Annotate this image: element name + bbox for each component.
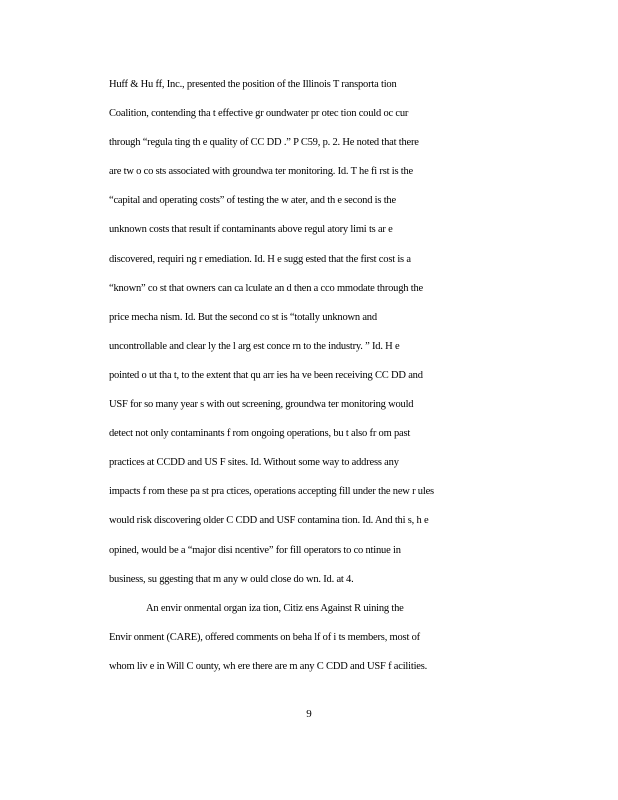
text-line: Huff & Hu ff, Inc., presented the position of the Illinois T ransporta tion — [109, 79, 397, 90]
text-line: Coalition, contending tha t effective gr oundwater pr otec tion could oc cur — [109, 108, 409, 120]
text-line: uncontrollable and clear ly the l arg est conce rn to the industry. ” Id. H e — [109, 340, 400, 352]
text-line: would risk discovering older C CDD and USF contamina tion. Id. And thi s, h e — [109, 515, 429, 527]
text-line: business, su ggesting that m any w ould close do wn. Id. at 4. — [109, 573, 354, 585]
text-line: “capital and operating costs” of testing the w ater, and th e second is the — [109, 195, 396, 207]
text-line: “known” co st that owners can ca lculate an d then a cco mmodate through the — [109, 282, 423, 294]
page-number: 9 — [306, 708, 312, 720]
text-line: Envir onment (CARE), offered comments on beha lf of i ts members, most of — [109, 631, 420, 643]
text-line: impacts f rom these pa st pra ctices, operations accepting fill under the new r ules — [109, 486, 434, 498]
text-line: An envir onmental organ iza tion, Citiz ens Against R uining the — [146, 602, 404, 614]
text-line: pointed o ut tha t, to the extent that qu arr ies ha ve been receiving CC DD and — [109, 369, 423, 381]
text-line: unknown costs that result if contaminants above regul atory limi ts ar e — [109, 224, 393, 236]
text-line: opined, would be a “major disi ncentive” for fill operators to co ntinue in — [109, 544, 401, 556]
text-line: practices at CCDD and US F sites. Id. Without some way to address any — [109, 457, 399, 469]
text-line: detect not only contaminants f rom ongoing operations, bu t also fr om past — [109, 428, 411, 440]
text-line: through “regula ting th e quality of CC DD .” P C59, p. 2. He noted that there — [109, 137, 419, 149]
text-line: discovered, requiri ng r emediation. Id. H e sugg ested that the first cost is a — [109, 253, 411, 265]
text-line: are tw o co sts associated with groundwa ter monitoring. Id. T he fi rst is the — [109, 166, 413, 178]
text-line: price mecha nism. Id. But the second co st is “totally unknown and — [109, 311, 377, 323]
text-line: USF for so many year s with out screening, groundwa ter monitoring would — [109, 399, 414, 411]
text-line: whom liv e in Will C ounty, wh ere there are m any C CDD and USF f acilities. — [109, 660, 428, 672]
body-text — [109, 70, 539, 681]
